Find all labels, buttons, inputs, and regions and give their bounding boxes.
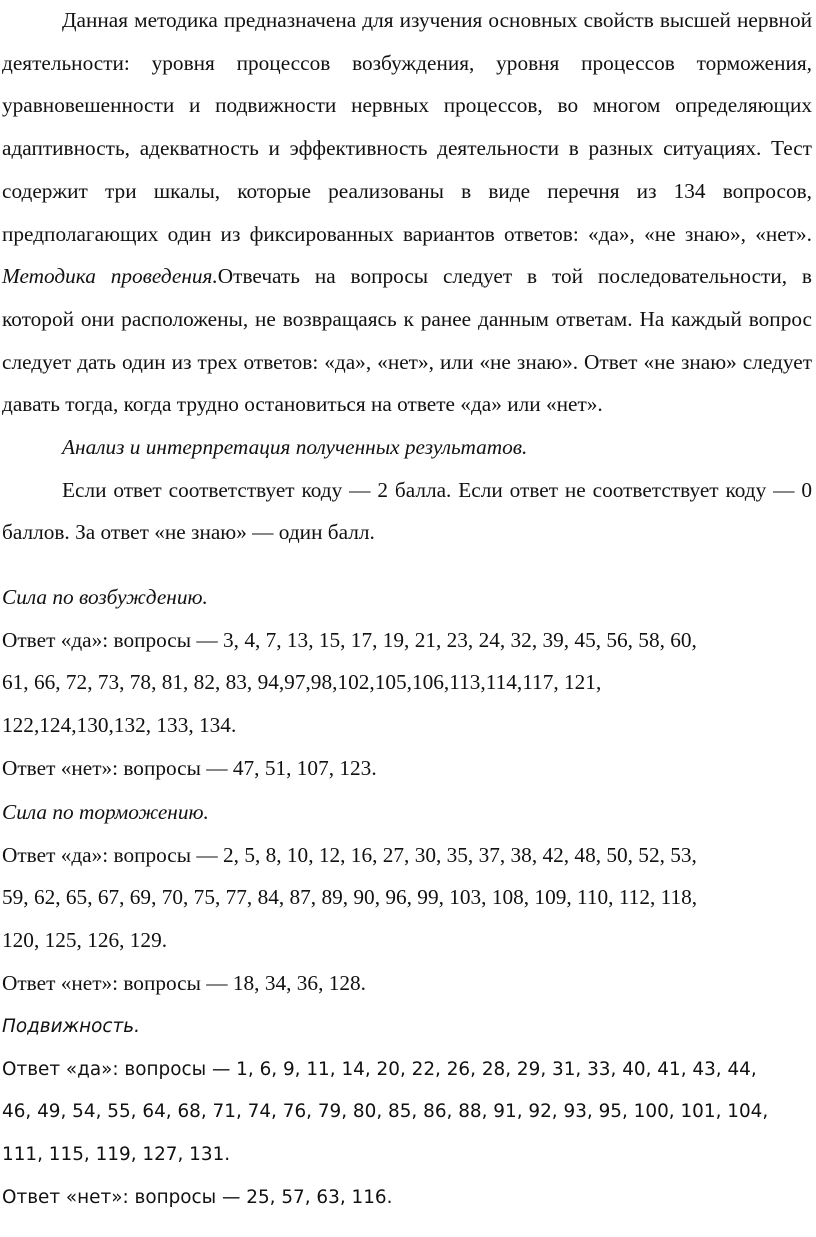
no-answers-line: Ответ «нет»: вопросы — 47, 51, 107, 123. bbox=[2, 755, 377, 780]
yes-answers-line: 46, 49, 54, 55, 64, 68, 71, 74, 76, 79, 80, 85, 86, 88, 91, 92, 93, 95, 100, 101, 104, bbox=[2, 1101, 769, 1123]
intro-block bbox=[2, 0, 812, 554]
yes-answers-line: 61, 66, 72, 73, 78, 81, 82, 83, 94,97,98,102,105,106,113,114,117, 121, bbox=[2, 670, 602, 695]
section-heading: Сила по торможению. bbox=[2, 800, 209, 824]
yes-answers-line: 120, 125, 126, 129. bbox=[2, 928, 168, 953]
method-text: Отвечать на вопросы следует в той последовательности, в которой они расположены, не возвращаясь к ранее данным ответам. На каждый вопрос следует дать один из трех ответов: «да», «нет», или «не знаю». Ответ «не знаю» следует давать тогда, когда трудно остановиться на ответе «да» или «нет». bbox=[2, 264, 812, 417]
analysis-title: Анализ и интерпретация полученных результатов. bbox=[62, 435, 528, 460]
yes-answers-line: Ответ «да»: вопросы — 2, 5, 8, 10, 12, 16, 27, 30, 35, 37, 38, 42, 48, 50, 52, 53, bbox=[2, 842, 697, 867]
yes-answers-line: Ответ «да»: вопросы — 1, 6, 9, 11, 14, 20, 22, 26, 28, 29, 31, 33, 40, 41, 43, 44, bbox=[2, 1058, 757, 1080]
section-mobility bbox=[2, 1006, 812, 1220]
method-title: Методика проведения. bbox=[2, 264, 218, 289]
no-answers-line: Ответ «нет»: вопросы — 18, 34, 36, 128. bbox=[2, 970, 366, 995]
section-excitation bbox=[2, 576, 812, 790]
section-heading: Сила по возбуждению. bbox=[2, 585, 208, 609]
scoring-paragraph: Если ответ соответствует коду — 2 балла. Если ответ не соответствует коду — 0 баллов. За ответ «не знаю» — один балл. bbox=[2, 477, 812, 545]
no-answers-line: Ответ «нет»: вопросы — 25, 57, 63, 116. bbox=[2, 1186, 393, 1208]
yes-answers-line: 122,124,130,132, 133, 134. bbox=[2, 713, 237, 738]
yes-answers-line: Ответ «да»: вопросы — 3, 4, 7, 13, 15, 17, 19, 21, 23, 24, 32, 39, 45, 56, 58, 60, bbox=[2, 627, 697, 652]
section-heading: Подвижность. bbox=[2, 1016, 140, 1037]
yes-answers-line: 111, 115, 119, 127, 131. bbox=[2, 1144, 231, 1166]
intro-paragraph bbox=[2, 0, 812, 426]
section-inhibition bbox=[2, 791, 812, 1005]
yes-answers-line: 59, 62, 65, 67, 69, 70, 75, 77, 84, 87, 89, 90, 96, 99, 103, 108, 109, 110, 112, 118, bbox=[2, 885, 698, 910]
intro-text: Данная методика предназначена для изучения основных свойств высшей нервной деятельности: уровня процессов возбуждения, уровня процессов торможения, уравновешенности и подвижности нервных процессов, во многом определяющих адаптивность, адекватность и эффективность деятельности в разных ситуациях. Тест содержит три шкалы, которые реализованы в виде перечня из 134 вопросов, предполагающих один из фиксированных вариантов ответов: «да», «не знаю», «нет». bbox=[2, 8, 812, 246]
